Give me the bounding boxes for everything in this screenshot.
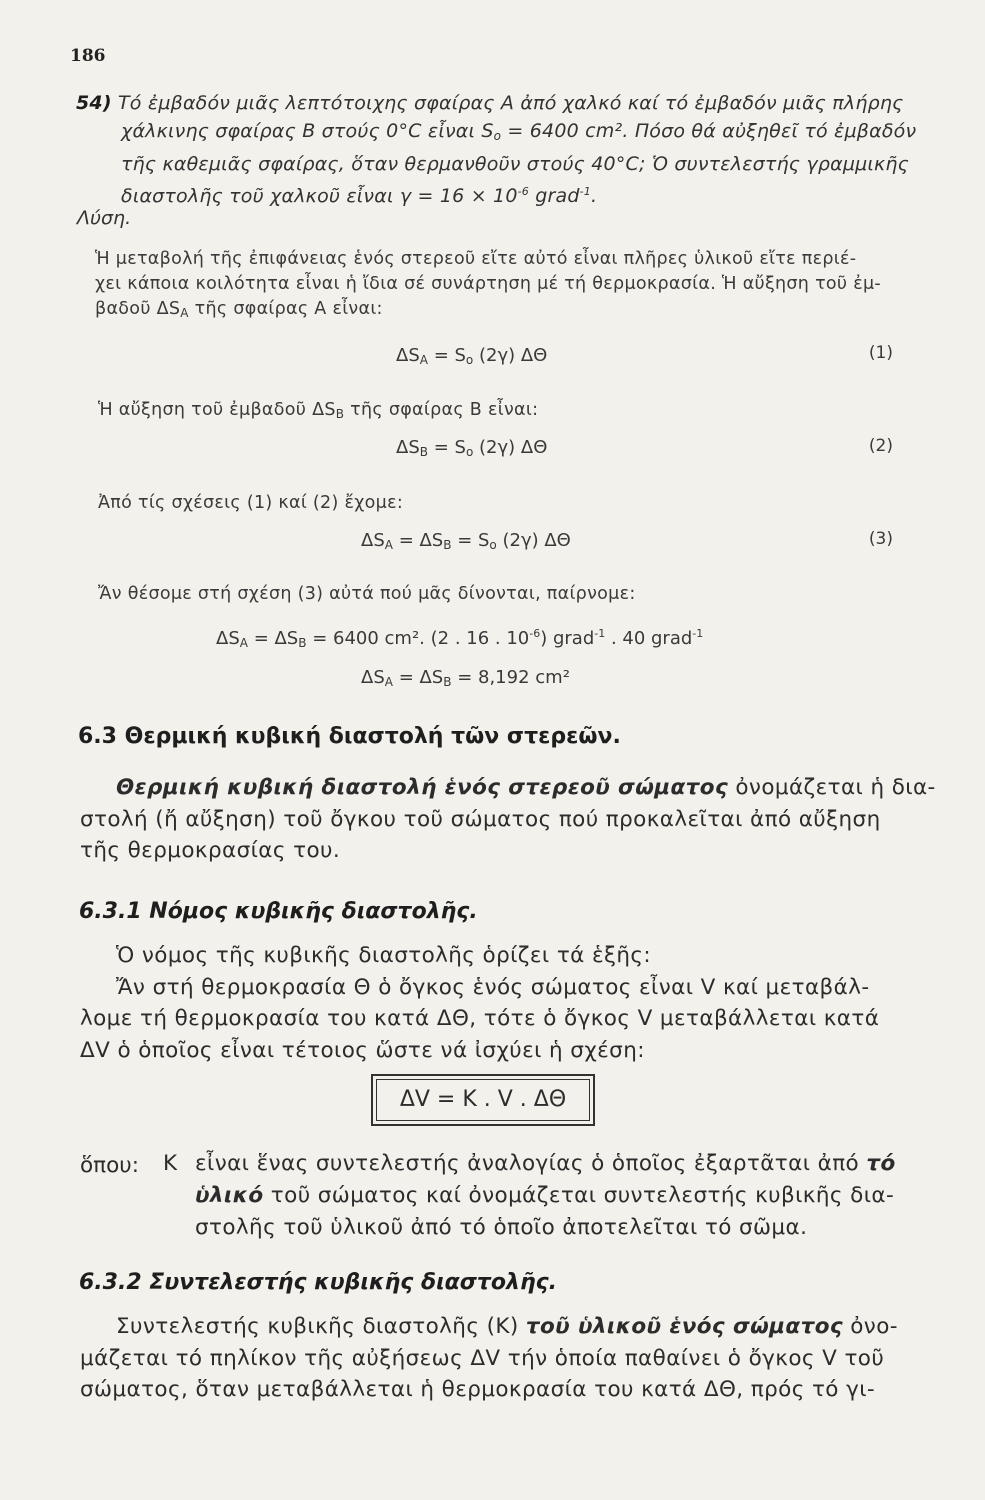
problem-line-2	[76, 118, 917, 149]
equation-3-number: (3)	[868, 529, 893, 549]
superscript-exp: -1	[579, 185, 592, 198]
section-6-3-1-title: 6.3.1 Νόμος κυβικῆς διαστολῆς.	[79, 899, 478, 924]
definition-term: Θερμική κυβική διαστολή ἑνός στερεοῦ σώματος	[116, 775, 729, 800]
problem-number: 54)	[76, 92, 112, 114]
section-6-3-2-body: Συντελεστής κυβικῆς διαστολῆς (K) τοῦ ὑλικοῦ ἑνός σώματος ὀνο- μάζεται τό πηλίκον τῆς αὐξήσεως ΔV τήν ὁποία παθαίνει ὁ ὄγκος V τοῦ σώματος, ὅταν μεταβάλλεται ἡ θερμοκρασία του κατά ΔΘ, πρός τό γι-	[80, 1314, 898, 1402]
section-6-3-1-body: Ὁ νόμος τῆς κυβικῆς διαστολῆς ὁρίζει τά ἑξῆς: Ἄν στή θερμοκρασία Θ ὁ ὄγκος ἑνός σώματος εἶναι V καί μεταβάλ- λομε τή θερμοκρασία του κατά ΔΘ, τότε ὁ ὄγκος V μεταβάλλεται κατά ΔV ὁ ὁποῖος εἶναι τέτοιος ὥστε νά ἰσχύει ἡ σχέση:	[80, 943, 880, 1063]
solution-label: Λύση.	[77, 207, 132, 229]
section-6-3-2-title: 6.3.2 Συντελεστής κυβικῆς διαστολῆς.	[79, 1270, 558, 1295]
solution-para-3: Ἀπό τίς σχέσεις (1) καί (2) ἔχομε:	[98, 493, 404, 513]
equation-4: $\Delta S_A = \Delta S_B = 6400$ cm². (2 . 16 . $10^{-6}$) grad$^{-1}$ . 40 grad$^{-1}$	[216, 627, 704, 650]
equation-2-number: (2)	[868, 436, 893, 456]
solution-para-4: Ἄν θέσομε στή σχέση (3) αὐτά πού μᾶς δίνονται, παίρνομε:	[98, 584, 636, 604]
problem-text: χάλκινης σφαίρας Β στούς 0°C εἶναι S	[121, 120, 494, 142]
problem-text: Τό ἐμβαδόν μιᾶς λεπτότοιχης σφαίρας Α ἀπό χαλκό καί τό ἐμβαδόν μιᾶς πλήρης	[117, 92, 904, 114]
problem-line-1	[76, 90, 906, 116]
equation-3: $\Delta S_A = \Delta S_B = S_o$ (2γ) ΔΘ	[361, 530, 571, 552]
where-k: K	[163, 1151, 178, 1176]
section-6-3-definition: Θερμική κυβική διαστολή ἑνός στερεοῦ σώματος ὀνομάζεται ἡ δια- στολή (ἤ αὔξηση) τοῦ ὄγκου τοῦ σώματος πού προκαλεῖται ἀπό αὔξηση τῆς θερμοκρασίας του.	[80, 775, 936, 863]
equation-1: $\Delta S_A = S_o$ (2γ) ΔΘ	[396, 345, 548, 367]
section-6-3-title: 6.3 Θερμική κυβική διαστολή τῶν στερεῶν.	[78, 724, 621, 749]
boxed-equation-text: ΔV = K . V . ΔΘ	[376, 1079, 590, 1121]
problem-text: = 6400 cm². Πόσο θά αὐξηθεῖ τό ἐμβαδόν	[501, 120, 917, 142]
superscript-exp: -6	[517, 185, 530, 198]
boxed-equation	[371, 1074, 595, 1126]
where-label: ὅπου:	[80, 1153, 139, 1178]
solution-para-1	[95, 247, 895, 326]
page-number: 186	[70, 46, 106, 66]
problem-text: διαστολῆς τοῦ χαλκοῦ εἶναι γ = 16 × 10	[121, 185, 518, 207]
problem-text: grad	[529, 185, 580, 207]
solution-para-2: Ἡ αὔξηση τοῦ ἐμβαδοῦ $\Delta S_B$ τῆς σφαίρας Β εἶναι:	[98, 400, 539, 421]
equation-1-number: (1)	[868, 343, 893, 363]
problem-line-3	[76, 151, 910, 177]
problem-text: τῆς καθεμιᾶς σφαίρας, ὅταν θερμανθοῦν στούς 40°C; Ὁ συντελεστής γραμμικῆς	[121, 153, 910, 175]
equation-2: $\Delta S_B = S_o$ (2γ) ΔΘ	[396, 437, 548, 459]
subscript-o: o	[493, 129, 502, 143]
equation-5: $\Delta S_A = \Delta S_B = 8,192$ cm²	[361, 667, 570, 689]
solution-line: βαδοῦ $\Delta S_A$ τῆς σφαίρας Α εἶναι:	[95, 299, 383, 320]
solution-line: Ἡ μεταβολή τῆς ἐπιφάνειας ἑνός στερεοῦ εἴτε αὐτό εἶναι πλῆρες ὑλικοῦ εἴτε περιέ-	[95, 249, 857, 269]
solution-line: χει κάποια κοιλότητα εἶναι ἡ ἴδια σέ συνάρτηση μέ τή θερμοκρασία. Ἡ αὔξηση τοῦ ἐμ-	[95, 274, 882, 294]
problem-line-4: διαστολῆς τοῦ χαλκοῦ εἶναι $\gamma = 16 \times 10^{-6}$ grad$^{-1}$.	[121, 185, 598, 207]
problem-54	[76, 90, 917, 211]
where-explanation: εἶναι ἕνας συντελεστής ἀναλογίας ὁ ὁποῖος ἐξαρτᾶται ἀπό τό ὑλικό τοῦ σώματος καί ὀνομάζεται συντελεστής κυβικῆς δια- στολῆς τοῦ ὑλικοῦ ἀπό τό ὁποῖο ἀποτελεῖται τό σῶμα.	[195, 1151, 896, 1240]
